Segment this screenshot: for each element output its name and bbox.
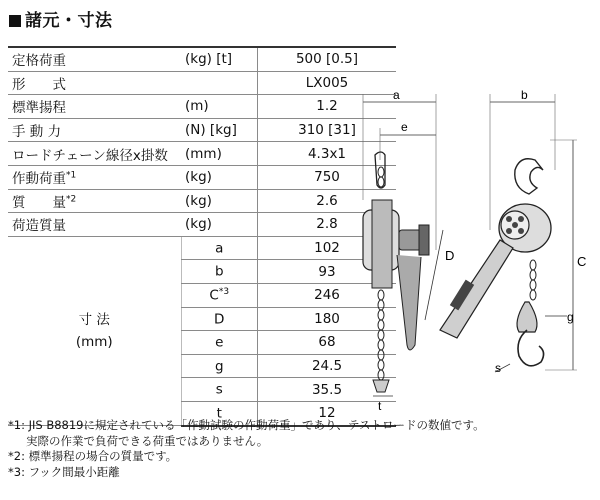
dimension-key: s: [181, 378, 258, 402]
spec-unit: (kg): [181, 165, 258, 189]
spec-value: 1.2: [258, 95, 397, 119]
spec-label: 手 動 力: [8, 118, 181, 142]
spec-value: 310 [31]: [258, 118, 397, 142]
spec-unit: (kg): [181, 189, 258, 213]
spec-row: [8, 47, 396, 71]
spec-label: 作動荷重$^{*1}$: [8, 165, 181, 189]
spec-label: 荷造質量: [8, 213, 181, 237]
spec-value: 2.6: [258, 189, 397, 213]
spec-label: 形 式: [8, 71, 181, 95]
dimension-value: 180: [258, 307, 397, 331]
dim-C-label: C: [577, 254, 587, 269]
spec-value: 750: [258, 165, 397, 189]
spec-row: [8, 95, 396, 119]
dimension-key: a: [181, 236, 258, 260]
spec-value: 2.8: [258, 213, 397, 237]
dim-e-label: e: [401, 120, 408, 134]
spec-unit: (N) [kg]: [181, 118, 258, 142]
spec-label: 定格荷重: [8, 47, 181, 71]
dimension-key: e: [181, 331, 258, 355]
spec-label: ロードチェーン線径x掛数: [8, 142, 181, 166]
dimension-value: 246: [258, 283, 397, 307]
dimension-value: 68: [258, 331, 397, 355]
footnote-3: *3: フック間最小距離: [8, 464, 120, 479]
dim-a-label: a: [393, 88, 400, 102]
dimension-key: b: [181, 260, 258, 284]
title-square-icon: [9, 15, 21, 27]
dimension-value: 24.5: [258, 354, 397, 378]
spec-row: [8, 118, 396, 142]
spec-row: [8, 189, 396, 213]
spec-value: 500 [0.5]: [258, 47, 397, 71]
dim-b-label: b: [521, 88, 528, 102]
spec-value: LX005: [258, 71, 397, 95]
footnote-1-cont: 実際の作業で負荷できる荷重ではありません。: [26, 433, 269, 448]
spec-row: [8, 142, 396, 166]
spec-row: [8, 213, 396, 237]
lever-hoist-drawing: [345, 80, 595, 430]
footnote-2: *2: 標準揚程の場合の質量です。: [8, 449, 178, 463]
spec-label: 質 量$^{*2}$: [8, 189, 181, 213]
spec-unit: (kg): [181, 213, 258, 237]
section-title: 諸元・寸法: [9, 6, 113, 31]
dimension-group-label: 寸 法 (mm): [8, 236, 181, 425]
spec-unit: (m): [181, 95, 258, 119]
dimension-key: D: [181, 307, 258, 331]
spec-label: 標準揚程: [8, 95, 181, 119]
dimension-value: 93: [258, 260, 397, 284]
spec-row: [8, 71, 396, 95]
dimension-value: 12: [258, 401, 397, 425]
dimension-key: g: [181, 354, 258, 378]
spec-unit: [181, 71, 258, 95]
footnote-1: *1: JIS B8819に規定されている「作動試験の作動荷重」であり、テストロードの数値です。: [8, 418, 485, 432]
spec-unit: (kg) [t]: [181, 47, 258, 71]
spec-value: 4.3x1: [258, 142, 397, 166]
dim-D-label: D: [445, 248, 455, 263]
dimension-row: [8, 236, 396, 260]
dimension-value: 35.5: [258, 378, 397, 402]
spec-row: [8, 165, 396, 189]
dimension-key: t: [181, 401, 258, 425]
dim-g-label: g: [567, 310, 574, 324]
dimension-key: $C^{*3}$: [181, 283, 258, 307]
dim-s-label: s: [495, 361, 501, 375]
spec-unit: (mm): [181, 142, 258, 166]
spec-table: [8, 46, 396, 427]
dimension-value: 102: [258, 236, 397, 260]
dim-t-label: t: [378, 399, 382, 413]
